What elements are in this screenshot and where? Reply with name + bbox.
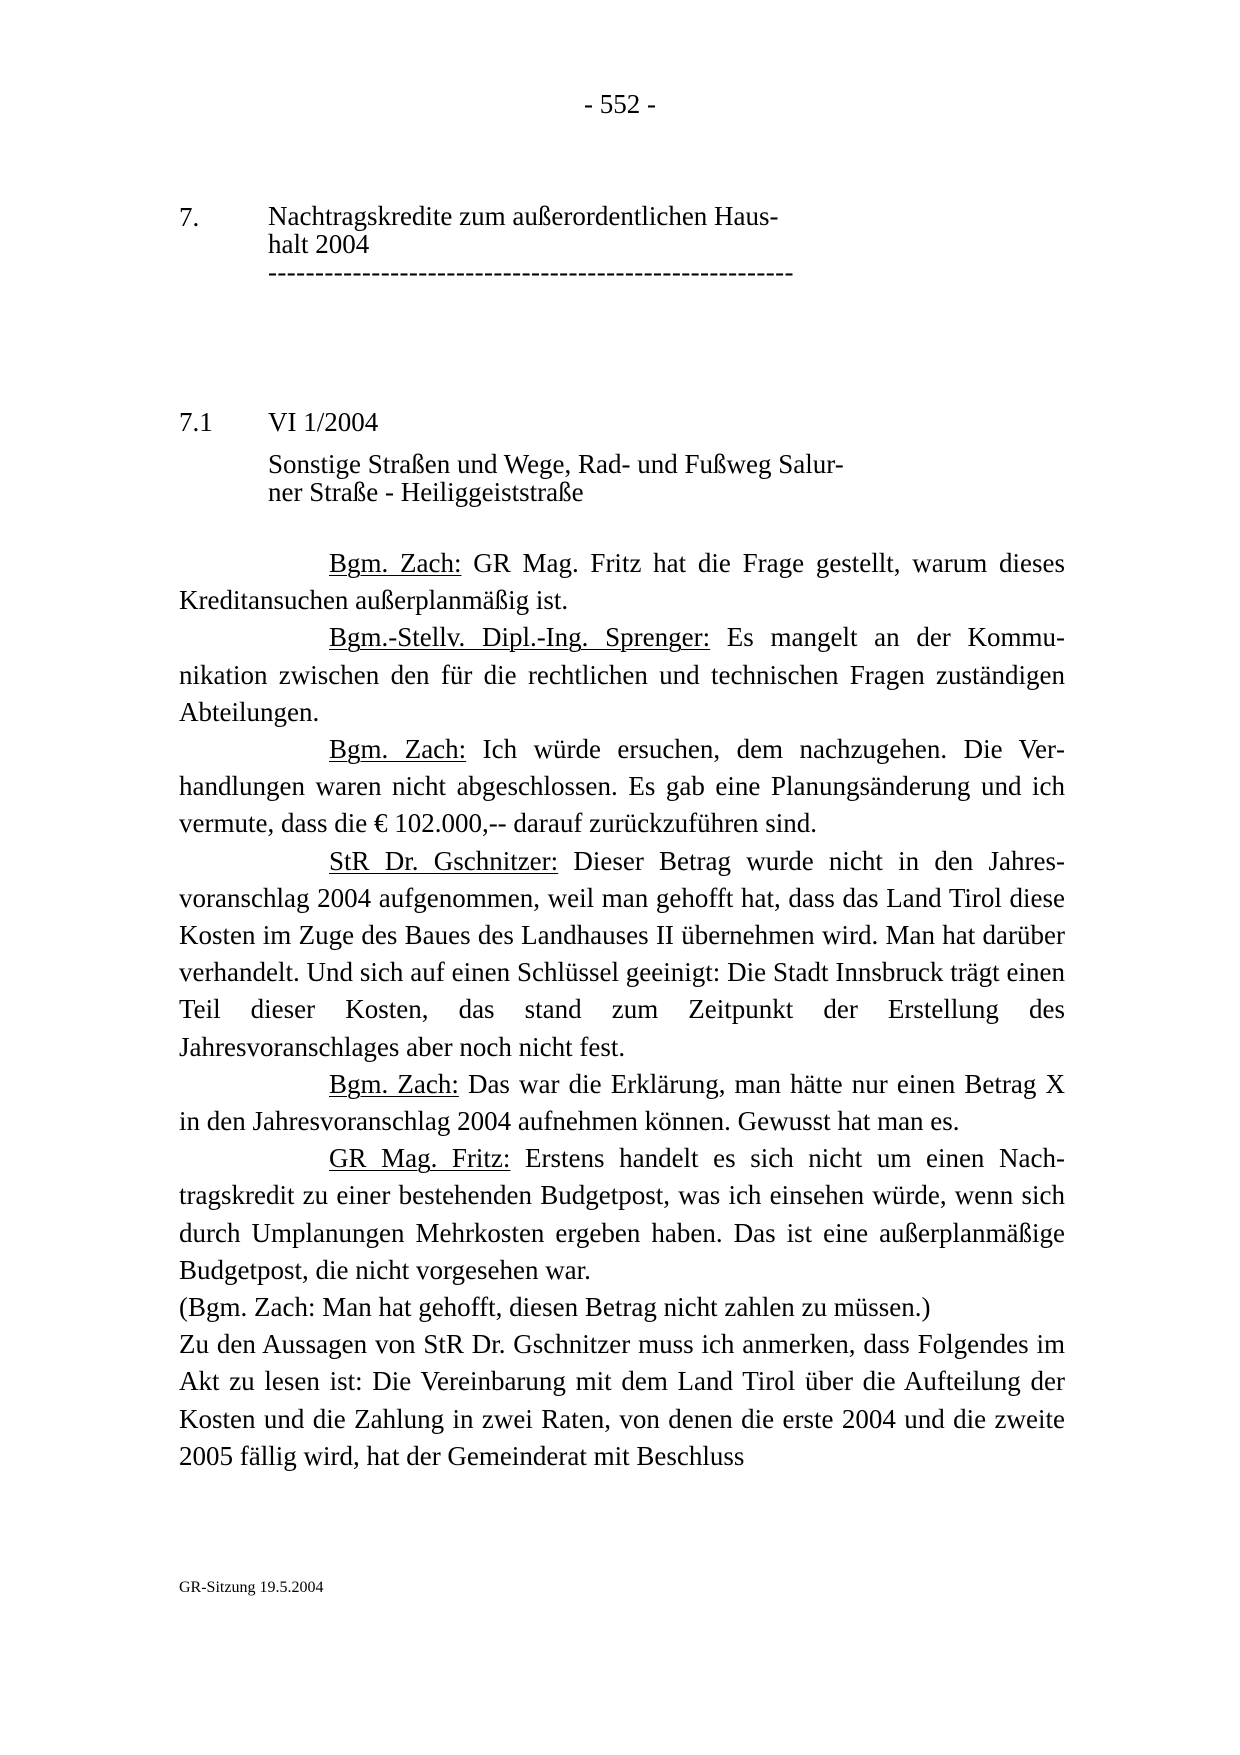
- speaker-name: StR Dr. Gschnitzer:: [329, 845, 559, 876]
- speaker-name: Bgm.-Stellv. Dipl.-Ing. Sprenger:: [329, 622, 711, 653]
- speech-text: Ich würde ersuchen, dem nachzugehen. Die Verhandlungen waren nicht abgeschlossen. Es gab eine Planungsänderung und ich vermute, dass die € 102.000,-- darauf zurückzuführen sind.: [179, 734, 1066, 839]
- subsection-title: [268, 450, 928, 506]
- subsection-title-line-2: ner Straße - Heiliggeiststraße: [268, 477, 584, 507]
- speech-paragraph: [179, 545, 1065, 619]
- speaker-name: Bgm. Zach:: [329, 1068, 459, 1099]
- speech-text: Erstens handelt es sich nicht um einen Nachtragskredit zu einer bestehenden Budgetpost, was ich einsehen würde, wenn sich durch Umplanungen Mehrkosten ergeben haben. Das ist eine außerplanmäßige Budgetpost, die nicht vorgesehen war.: [179, 1143, 1065, 1285]
- continuation-paragraph: Zu den Aussagen von StR Dr. Gschnitzer muss ich anmerken, dass Folgendes im Akt zu lesen ist: Die Vereinbarung mit dem Land Tirol über die Aufteilung der Kosten und die Zahlung in zwei Raten, von denen die erste 2004 und die zweite 2005 fällig wird, hat der Gemeinderat mit Beschluss: [179, 1329, 1065, 1471]
- speech-paragraph: [179, 731, 1065, 843]
- speaker-name: Bgm. Zach:: [329, 734, 467, 765]
- speech-paragraph: [179, 843, 1065, 1066]
- speech-paragraph: [179, 619, 1065, 731]
- section-heading: [268, 202, 828, 286]
- speech-paragraph: [179, 1140, 1065, 1289]
- section-number: 7.: [179, 202, 200, 232]
- section-title-line-1: Nachtragskredite zum außerordentlichen Haus-: [268, 201, 779, 231]
- speech-text: Dieser Betrag wurde nicht in den Jahresvoranschlag 2004 aufgenommen, weil man gehofft hat, dass das Land Tirol diese Kosten im Zuge des Baues des Landhauses II übernehmen wird. Man hat darüber verhandelt. Und sich auf einen Schlüssel geeinigt: Die Stadt Innsbruck trägt einen Teil dieser Kosten, das stand zum Zeitpunkt der Erstellung des Jahresvoranschlages aber noch nicht fest.: [179, 845, 1065, 1062]
- interjection: (Bgm. Zach: Man hat gehofft, diesen Betrag nicht zahlen zu müssen.): [179, 1292, 931, 1323]
- speaker-name: Bgm. Zach:: [329, 548, 462, 578]
- subsection-number: 7.1: [179, 407, 213, 437]
- subsection-title-line-1: Sonstige Straßen und Wege, Rad- und Fußweg Salur-: [268, 449, 844, 479]
- section-title-line-2: halt 2004: [268, 229, 370, 259]
- section-rule: --------------------------------------------------------: [268, 258, 794, 286]
- page-number: - 552 -: [584, 89, 656, 119]
- speaker-name: GR Mag. Fritz:: [329, 1143, 511, 1174]
- speech-paragraph: [179, 1066, 1065, 1140]
- speech-text: GR Mag. Fritz hat die Frage gestellt, warum dieses Kreditansuchen außerplanmäßig ist.: [179, 548, 1065, 616]
- speech-text: Es mangelt an der Kommunikation zwischen den für die rechtlichen und technischen Fragen zuständigen Abteilungen.: [179, 622, 1065, 727]
- page-footer: GR-Sitzung 19.5.2004: [179, 1579, 324, 1596]
- protocol-body: [179, 545, 1065, 1475]
- subsection-code: VI 1/2004: [268, 407, 379, 437]
- speech-text: Das war die Erklärung, man hätte nur einen Betrag X in den Jahresvoranschlag 2004 aufnehmen können. Gewusst hat man es.: [179, 1068, 1065, 1137]
